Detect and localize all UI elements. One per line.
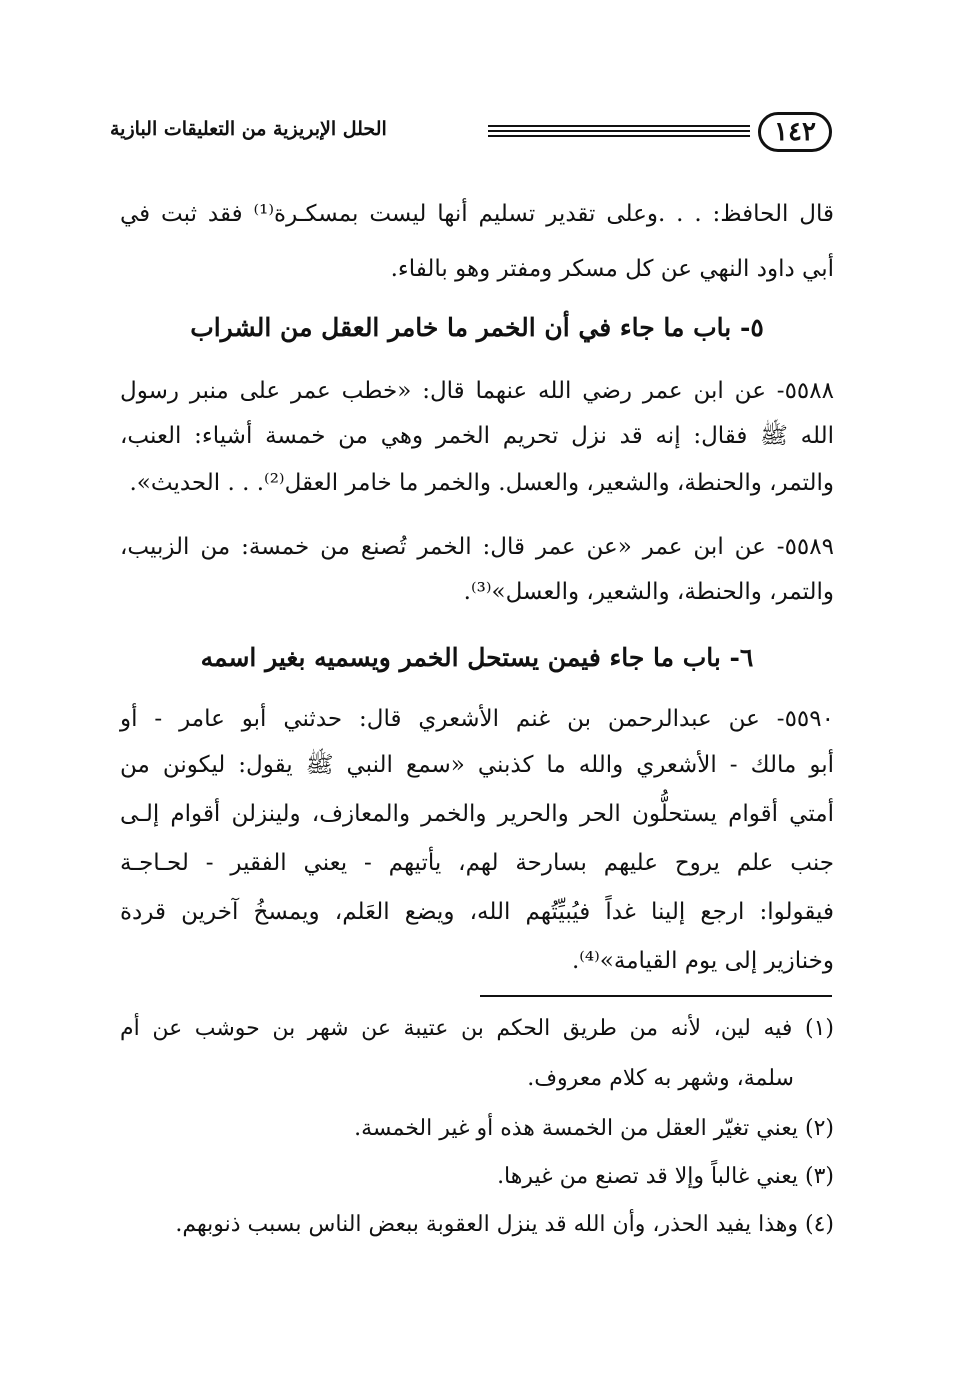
footnote-line: (٣) يعني غالباً وإلا قد تصنع من غيرها. [497, 1164, 834, 1189]
footnote-line: (٤) وهذا يفيد الحذر، وأن الله قد ينزل العقوبة ببعض الناس بسبب ذنوبهم. [175, 1212, 834, 1237]
text-line: ٥٥٨٨- عن ابن عمر رضي الله عنهما قال: «خطب عمر على منبر رسول [120, 378, 834, 404]
text-line: أبي داود النهي عن كل مسكر ومفتر وهو بالفاء. [390, 256, 834, 282]
text-line: الله ﷺ فقال: إنه قد نزل تحريم الخمر وهي من خمسة أشياء: العنب، [120, 423, 834, 449]
text-line: وخنازير إلى يوم القيامة»⁽⁴⁾. [571, 948, 834, 974]
header-rule [488, 130, 750, 132]
page-header [110, 112, 832, 160]
chapter-heading: ٥- باب ما جاء في أن الخمر ما خامر العقل من الشراب [190, 313, 764, 342]
header-rule [488, 125, 750, 127]
chapter-heading: ٦- باب ما جاء فيمن يستحل الخمر ويسميه بغير اسمه [200, 643, 754, 672]
text-line: أبو مالك - الأشعري والله ما كذبني «سمع النبي ﷺ يقول: ليكونن من [120, 752, 834, 778]
footnote-line: (٢) يعني تغيّر العقل من الخمسة هذه أو غير الخمسة. [354, 1116, 834, 1141]
text-line: جنب علم يروح عليهم بسارحة لهم، يأتيهم - يعني الفقير - لحـاجـة [120, 850, 834, 876]
text-line: قال الحافظ: . . .وعلى تقدير تسليم أنها ليست بمسكـرة⁽¹⁾ فقد ثبت في [120, 201, 834, 227]
text-line: والتمر، والحنطة، والشعير، والعسل. والخمر ما خامر العقل⁽²⁾. . . الحديث». [129, 470, 834, 496]
footnote-separator [480, 995, 832, 997]
book-title: الحلل الإبريزية من التعليقات البازية [110, 118, 387, 140]
text-line: أمتي أقوام يستحلُّون الحر والحرير والخمر والمعازف، ولينزلن أقوام إلـى [120, 801, 834, 827]
page-number: ١٤٢ [758, 112, 832, 152]
text-line: فيقولوا: ارجع إلينا غداً فيُبيِّتُهم الله، ويضع العَلم، ويمسخُ آخرين قردة [120, 899, 834, 925]
footnote-line: سلمة، وشهر به كلام معروف. [527, 1066, 794, 1091]
header-rule [488, 135, 750, 137]
text-line: والتمر، والحنطة، والشعير، والعسل»⁽³⁾. [463, 579, 834, 605]
footnote-line: (١) فيه لين، لأنه من طريق الحكم بن عتيبة عن شهر بن حوشب عن أم [120, 1016, 834, 1041]
text-line: ٥٥٨٩- عن ابن عمر «عن عمر قال: الخمر تُصنع من خمسة: من الزبيب، [120, 534, 834, 560]
text-line: ٥٥٩٠- عن عبدالرحمن بن غنم الأشعري قال: حدثني أبو عامر - أو [120, 706, 834, 732]
